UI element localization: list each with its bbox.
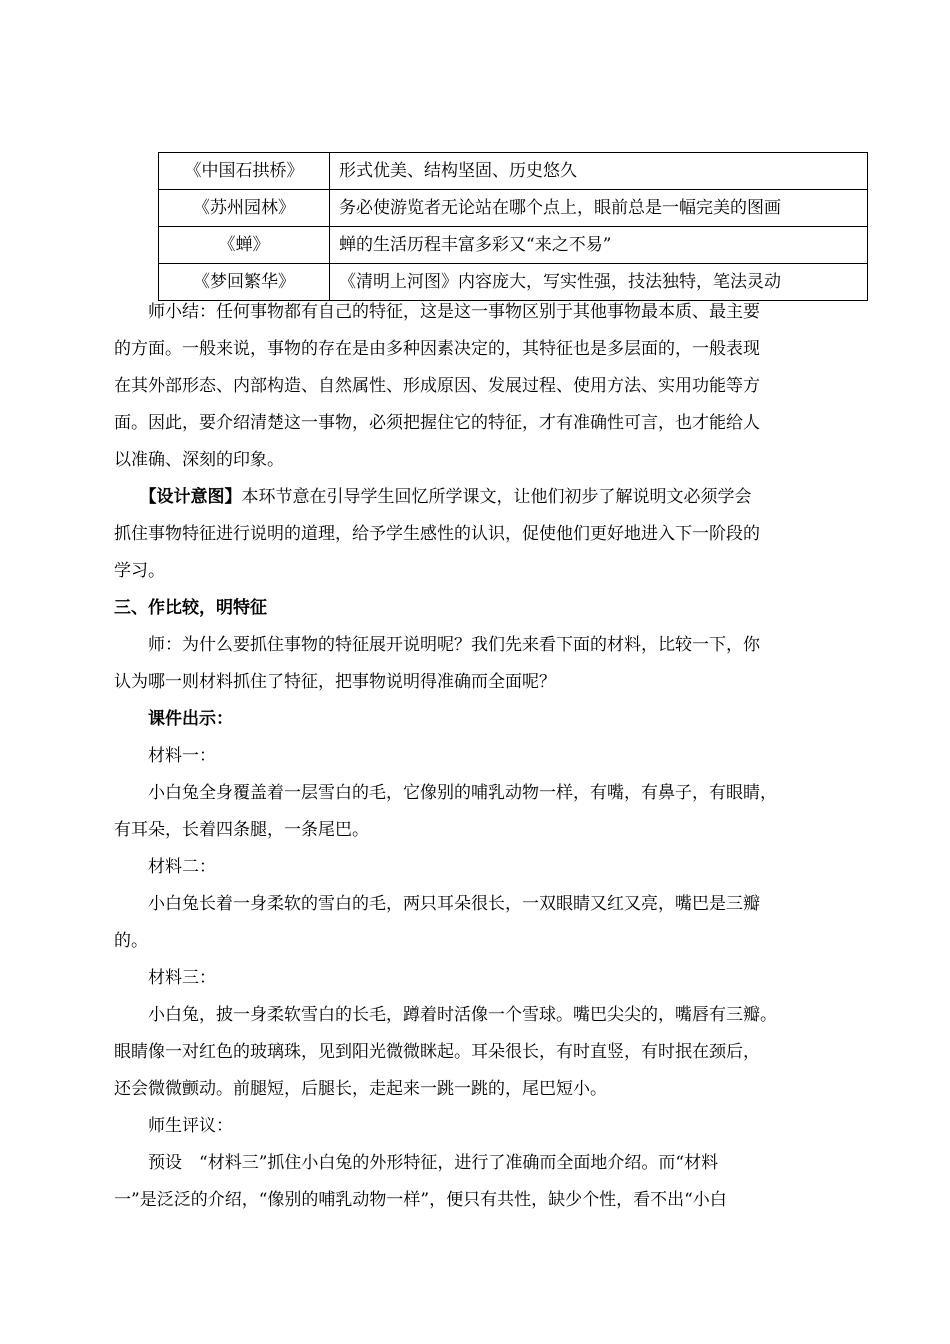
summary-line: 的方面。一般来说，事物的存在是由多种因素决定的，其特征也是多层面的，一般表现 — [114, 339, 760, 359]
table-cell-title: 《蝉》 — [159, 227, 330, 264]
material-line: 小白兔全身覆盖着一层雪白的毛，它像别的哺乳动物一样，有嘴，有鼻子，有眼睛， — [114, 783, 777, 803]
review-label: 师生评议： — [114, 1116, 233, 1136]
table-row — [159, 227, 868, 264]
question-line: 师：为什么要抓住事物的特征展开说明呢？我们先来看下面的材料，比较一下，你 — [114, 635, 760, 655]
material-line: 小白兔，披一身柔软雪白的长毛，蹲着时活像一个雪球。嘴巴尖尖的，嘴唇有三瓣。 — [114, 1005, 777, 1025]
section-heading: 三、作比较，明特征 — [114, 598, 267, 618]
material-line: 还会微微颤动。前腿短，后腿长，走起来一跳一跳的，尾巴短小。 — [114, 1079, 607, 1099]
material-label: 材料一： — [114, 746, 216, 766]
design-intent-line: 学习。 — [114, 561, 165, 581]
table-cell-feature: 务必使游览者无论站在哪个点上，眼前总是一幅完美的图画 — [330, 190, 868, 227]
table-row — [159, 190, 868, 227]
review-line: 一”是泛泛的介绍，“像别的哺乳动物一样”，便只有共性，缺少个性，看不出“小白 — [114, 1190, 727, 1210]
material-line: 眼睛像一对红色的玻璃珠，见到阳光微微眯起。耳朵很长，有时直竖，有时抿在颈后， — [114, 1042, 760, 1062]
table-cell-title: 《中国石拱桥》 — [159, 153, 330, 190]
question-line: 认为哪一则材料抓住了特征，把事物说明得准确而全面呢？ — [114, 672, 556, 692]
summary-line: 在其外部形态、内部构造、自然属性、形成原因、发展过程、使用方法、实用功能等方 — [114, 376, 760, 396]
table-cell-feature: 《清明上河图》内容庞大，写实性强，技法独特，笔法灵动 — [330, 264, 868, 301]
table-cell-title: 《苏州园林》 — [159, 190, 330, 227]
material-label: 材料三： — [114, 968, 216, 988]
table-row — [159, 153, 868, 190]
design-intent-text: 本环节意在引导学生回忆所学课文，让他们初步了解说明文必须学会 — [241, 487, 752, 507]
summary-line: 师小结：任何事物都有自己的特征，这是这一事物区别于其他事物最本质、最主要 — [114, 302, 760, 322]
table-cell-title: 《梦回繁华》 — [159, 264, 330, 301]
material-line: 小白兔长着一身柔软的雪白的毛，两只耳朵很长，一双眼睛又红又亮，嘴巴是三瓣 — [114, 894, 760, 914]
design-intent-line — [114, 479, 842, 515]
material-label: 材料二： — [114, 857, 216, 877]
table-cell-feature: 蝉的生活历程丰富多彩又“来之不易” — [330, 227, 868, 264]
summary-line: 以准确、深刻的印象。 — [114, 450, 284, 470]
design-intent-label: 【设计意图】 — [148, 487, 242, 507]
material-line: 有耳朵，长着四条腿，一条尾巴。 — [114, 820, 369, 840]
review-line: 预设 “材料三”抓住小白兔的外形特征，进行了准确而全面地介绍。而“材料 — [114, 1153, 719, 1173]
table-cell-feature: 形式优美、结构坚固、历史悠久 — [330, 153, 868, 190]
summary-line: 面。因此，要介绍清楚这一事物，必须把握住它的特征，才有准确性可言，也才能给人 — [114, 413, 760, 433]
material-line: 的。 — [114, 931, 148, 951]
courseware-label: 课件出示： — [114, 709, 233, 729]
feature-table — [158, 152, 868, 301]
design-intent-line: 抓住事物特征进行说明的道理，给予学生感性的认识，促使他们更好地进入下一阶段的 — [114, 524, 760, 544]
